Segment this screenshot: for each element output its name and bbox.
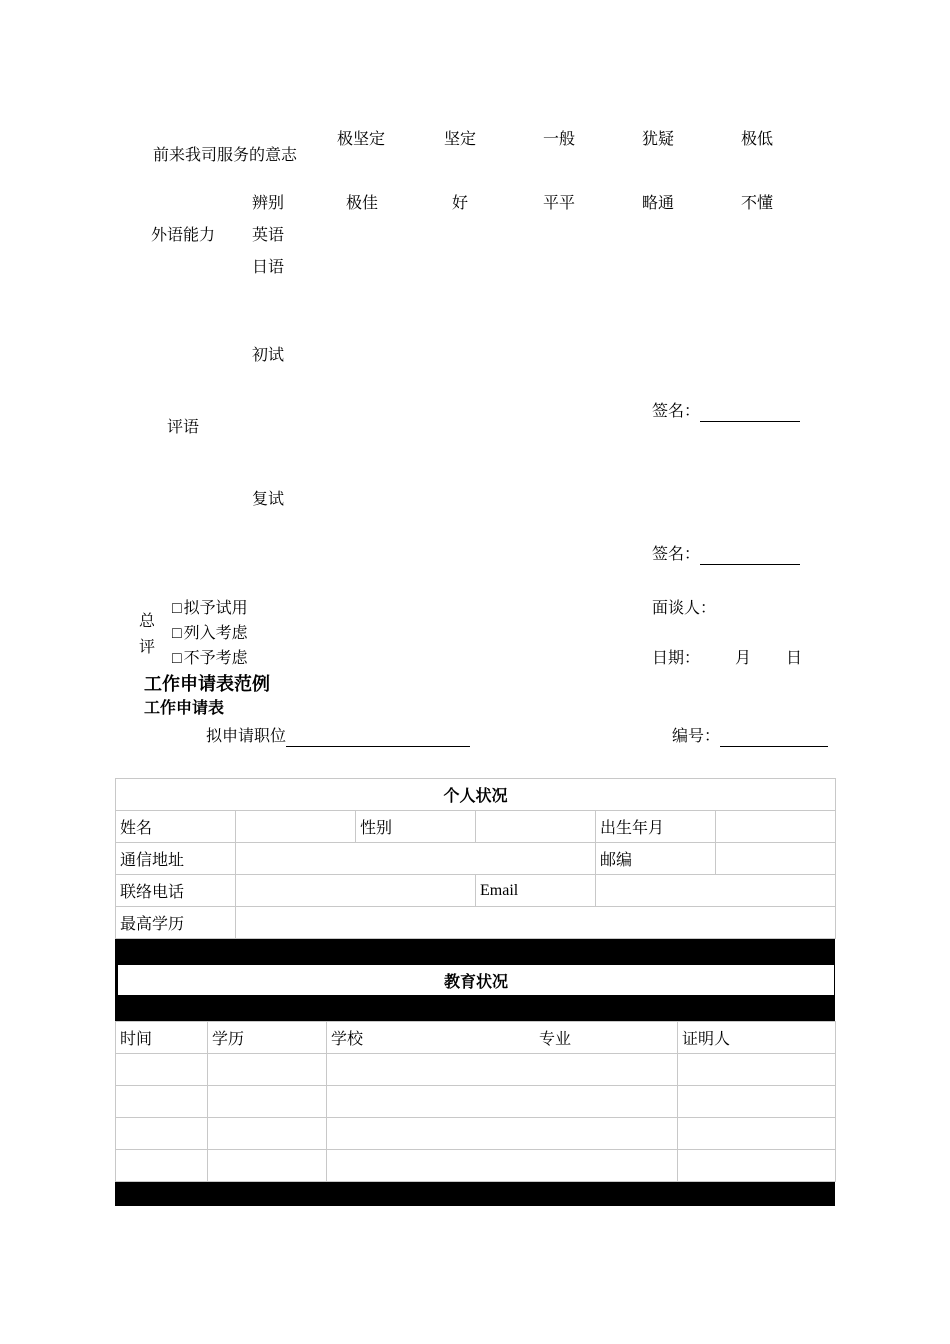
column-header-degree: 学历 [208,1022,327,1054]
time-cell[interactable] [116,1086,208,1118]
comments-label: 评语 [167,419,200,436]
column-header-major: 专业 [539,1031,572,1048]
time-cell[interactable] [116,1118,208,1150]
signature-line-2[interactable] [652,545,800,565]
form-title: 工作申请表 [144,700,225,717]
language-header: 辨别 [252,195,285,212]
number-field[interactable] [672,727,828,747]
gender-label: 性别 [356,811,476,843]
document-title: 工作申请表范例 [144,674,270,694]
signature-blank[interactable] [700,548,800,565]
reference-cell[interactable] [678,1054,836,1086]
reference-cell[interactable] [678,1086,836,1118]
second-interview-label: 复试 [252,491,285,508]
overall-label-char: 总 [139,613,156,630]
postcode-input[interactable] [716,843,836,875]
table-row [116,1086,836,1118]
reference-cell[interactable] [678,1150,836,1182]
overall-option-trial[interactable] [172,599,248,619]
education-level-label: 最高学历 [116,907,236,939]
language-label: 外语能力 [151,227,216,244]
date-label: 日期： [652,650,701,667]
table-row [116,1118,836,1150]
degree-cell[interactable] [208,1118,327,1150]
language-level: 好 [452,195,469,212]
email-input[interactable] [596,875,836,907]
time-cell[interactable] [116,1150,208,1182]
intent-option: 坚定 [444,131,477,148]
first-interview-label: 初试 [252,347,285,364]
date-month: 月 [735,650,752,667]
name-input[interactable] [236,811,356,843]
time-cell[interactable] [116,1054,208,1086]
postcode-label: 邮编 [596,843,716,875]
position-blank[interactable] [286,730,470,747]
degree-cell[interactable] [208,1150,327,1182]
education-section-title: 教育状况 [117,964,835,996]
overall-option-consider[interactable] [172,624,248,644]
table-row [116,1150,836,1182]
number-blank[interactable] [720,730,828,747]
column-header-reference: 证明人 [678,1022,836,1054]
personal-info-table [115,778,836,939]
school-cell[interactable] [327,1054,678,1086]
date-day: 日 [786,650,803,667]
school-cell[interactable] [327,1118,678,1150]
divider-bar [115,1182,835,1206]
language-level: 平平 [543,195,576,212]
school-cell[interactable] [327,1086,678,1118]
degree-cell[interactable] [208,1086,327,1118]
education-title-block [115,939,835,1021]
degree-cell[interactable] [208,1054,327,1086]
reference-cell[interactable] [678,1118,836,1150]
position-field[interactable] [206,727,470,747]
column-header-school: 学校 [331,1031,364,1048]
overall-label [139,609,155,661]
column-header-school-major [327,1022,678,1054]
gender-input[interactable] [476,811,596,843]
signature-line-1[interactable] [652,402,800,422]
education-table [115,1021,836,1182]
birth-label: 出生年月 [596,811,716,843]
phone-label: 联络电话 [116,875,236,907]
number-label: 编号： [672,728,721,745]
intent-option: 一般 [543,131,576,148]
signature-label: 签名： [652,403,701,420]
school-cell[interactable] [327,1150,678,1182]
position-label: 拟申请职位 [206,728,287,745]
interviewer-label: 面谈人： [652,600,717,617]
phone-input[interactable] [236,875,476,907]
signature-blank[interactable] [700,405,800,422]
email-label: Email [476,875,596,907]
address-label: 通信地址 [116,843,236,875]
language-row-english: 英语 [252,227,285,244]
signature-label: 签名： [652,546,701,563]
intent-option: 犹疑 [642,131,675,148]
birth-input[interactable] [716,811,836,843]
language-level: 不懂 [741,195,774,212]
overall-label-char: 评 [139,639,156,656]
option-label: 拟予试用 [183,600,248,617]
language-row-japanese: 日语 [252,259,285,276]
table-row [116,1054,836,1086]
option-label: 列入考虑 [183,625,248,642]
checkbox-icon[interactable]: □ [172,625,182,642]
intent-option: 极坚定 [337,131,386,148]
personal-section-title: 个人状况 [116,779,836,811]
option-label: 不予考虑 [183,650,248,667]
name-label: 姓名 [116,811,236,843]
intent-label: 前来我司服务的意志 [153,147,298,164]
language-level: 略通 [642,195,675,212]
divider-bar [116,940,834,964]
column-header-time: 时间 [116,1022,208,1054]
intent-option: 极低 [741,131,774,148]
checkbox-icon[interactable]: □ [172,600,182,617]
address-input[interactable] [236,843,596,875]
education-level-input[interactable] [236,907,836,939]
overall-option-reject[interactable] [172,649,248,669]
application-form-table [115,778,835,1206]
language-level: 极佳 [346,195,379,212]
divider-bar [116,996,834,1020]
checkbox-icon[interactable]: □ [172,650,182,667]
